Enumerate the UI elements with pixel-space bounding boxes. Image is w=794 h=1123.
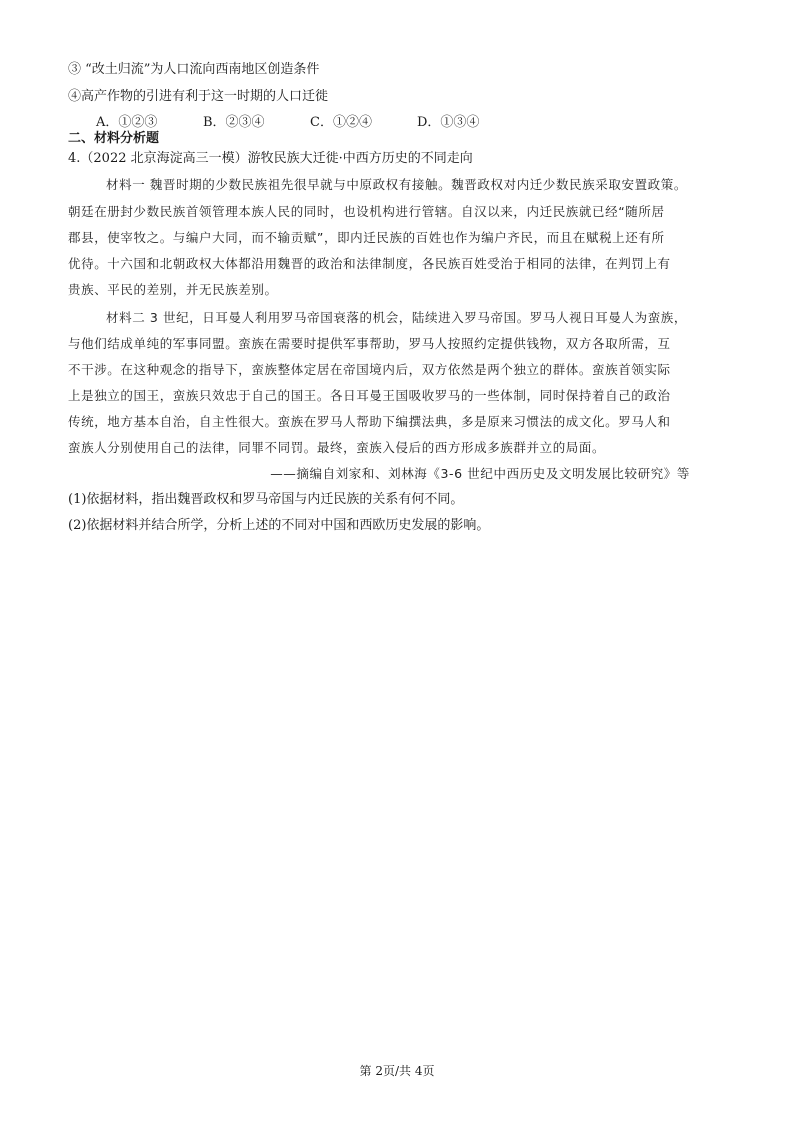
sub-question-1: (1)依据材料，指出魏晋政权和罗马帝国与内迁民族的关系有何不同。: [68, 492, 464, 507]
choice-b: B．②③④: [203, 115, 265, 130]
material-2-line: 不干涉。在这种观念的指导下，蛮族整体定居在帝国境内后，双方依然是两个独立的群体。蛮族首领实际: [68, 362, 671, 377]
material-1-line: 郡县，使宰牧之。与编户大同，而不输贡赋”，即内迁民族的百姓也作为编户齐民，而且在赋税上还有所: [68, 230, 665, 245]
material-1-line: 贵族、平民的差别，并无民族差别。: [68, 282, 278, 297]
source-citation: ——摘编自刘家和、刘林海《3-6 世纪中西历史及文明发展比较研究》等: [270, 466, 690, 481]
material-1-line: 朝廷在册封少数民族首领管理本族人民的同时，也设机构进行管辖。自汉以来，内迁民族就已经“随所居: [68, 204, 665, 219]
option-4: ④高产作物的引进有利于这一时期的人口迁徙: [68, 89, 329, 104]
material-2-line: 与他们结成单纯的军事同盟。蛮族在需要时提供军事帮助，罗马人按照约定提供钱物，双方各取所需，互: [68, 336, 671, 351]
material-2-line: 传统，地方基本自治，自主性很大。蛮族在罗马人帮助下编撰法典，多是原来习惯法的成文化。罗马人和: [68, 414, 671, 429]
option-3: ③ “改土归流”为人口流向西南地区创造条件: [68, 62, 320, 77]
section-title: 二、材料分析题: [68, 131, 160, 146]
choice-a: A．①②③: [96, 115, 158, 130]
material-2-line: 材料二 3 世纪，日耳曼人利用罗马帝国衰落的机会，陆续进入罗马帝国。罗马人视日耳曼人为蛮族，: [106, 310, 688, 325]
material-2-line: 上是独立的国王，蛮族只效忠于自己的国王。各日耳曼王国吸收罗马的一些体制，同时保持着自己的政治: [68, 388, 671, 403]
sub-question-2: (2)依据材料并结合所学，分析上述的不同对中国和西欧历史发展的影响。: [68, 518, 490, 533]
material-1-line: 优待。十六国和北朝政权大体都沿用魏晋的政治和法律制度，各民族百姓受治于相同的法律，在判罚上有: [68, 256, 671, 271]
material-2-line: 蛮族人分别使用自己的法律，同罪不同罚。最终，蛮族入侵后的西方形成多族群并立的局面。: [68, 440, 606, 455]
page-footer: 第 2页/共 4页: [359, 1064, 435, 1078]
choice-d: D．①③④: [417, 115, 480, 130]
choice-c: C．①②④: [310, 115, 372, 130]
material-1-line: 材料一 魏晋时期的少数民族祖先很早就与中原政权有接触。魏晋政权对内迁少数民族采取安置政策。: [106, 177, 687, 192]
question-header: 4.（2022 北京海淀高三一模）游牧民族大迁徙·中西方历史的不同走向: [68, 151, 473, 166]
